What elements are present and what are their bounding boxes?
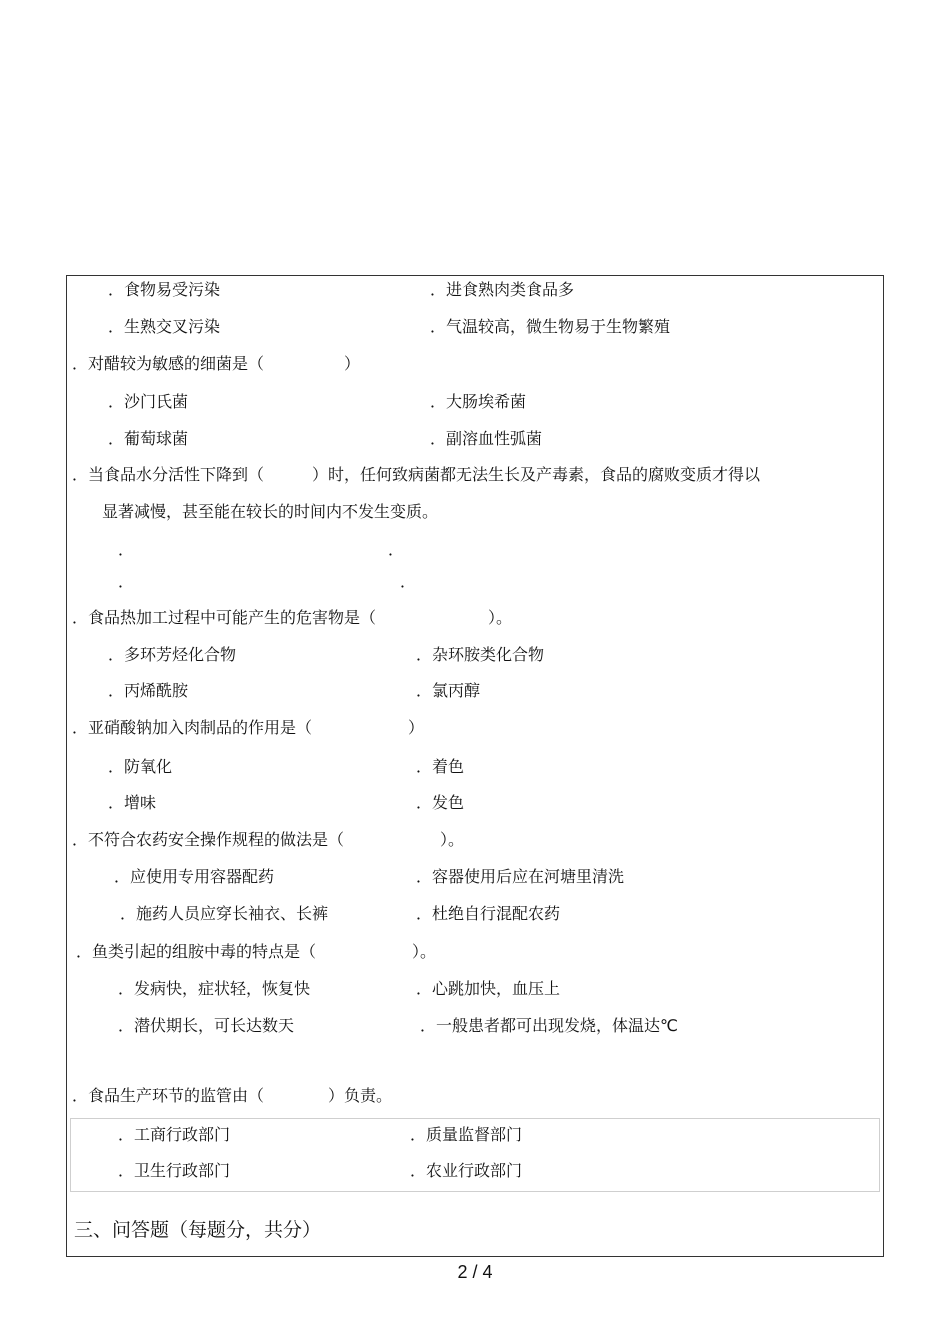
option-a: ．工商行政部门 (118, 1125, 231, 1144)
option-a: ．防氧化 (108, 757, 173, 776)
option-d: ．杜绝自行混配农药 (416, 904, 561, 923)
question-frame (66, 275, 884, 1257)
page-number: 2 / 4 (457, 1262, 493, 1282)
option-c: ．增味 (108, 793, 157, 812)
option-b: ．着色 (416, 757, 465, 776)
option-c: ．卫生行政部门 (118, 1161, 231, 1180)
question-stem: ．鱼类引起的组胺中毒的特点是（ ）。 (76, 942, 437, 961)
option-a: ．多环芳烃化合物 (108, 645, 237, 664)
option-c: ． (118, 572, 135, 591)
question-stem: ．亚硝酸钠加入肉制品的作用是（ ） (72, 718, 425, 737)
option-d: ．副溶血性弧菌 (430, 429, 543, 448)
option-d: ．气温较高，微生物易于生物繁殖 (430, 317, 671, 336)
option-a: ．发病快，症状轻，恢复快 (118, 979, 311, 998)
question-stem-continued: 显著减慢，甚至能在较长的时间内不发生变质。 (102, 502, 439, 521)
option-c: ．施药人员应穿长袖衣、长裤 (120, 904, 329, 923)
option-a: ．食物易受污染 (108, 280, 221, 299)
option-b: ．心跳加快，血压上 (416, 979, 561, 998)
option-d: ． (400, 572, 417, 591)
option-a: ． (118, 540, 135, 559)
option-b: ．大肠埃希菌 (430, 392, 527, 411)
option-b: ．质量监督部门 (410, 1125, 523, 1144)
question-stem: ．食品热加工过程中可能产生的危害物是（ ）。 (72, 608, 513, 627)
option-a: ．应使用专用容器配药 (114, 867, 275, 886)
option-d: ．一般患者都可出现发烧，体温达℃ (420, 1016, 678, 1035)
option-a: ．沙门氏菌 (108, 392, 189, 411)
option-d: ．氯丙醇 (416, 681, 481, 700)
question-stem: ．不符合农药安全操作规程的做法是（ ）。 (72, 830, 465, 849)
option-c: ．丙烯酰胺 (108, 681, 189, 700)
option-b: ．杂环胺类化合物 (416, 645, 545, 664)
section-heading: 三、问答题（每题分，共分） (74, 1219, 322, 1241)
question-stem: ．食品生产环节的监管由（ ）负责。 (72, 1086, 393, 1105)
option-b: ．容器使用后应在河塘里清洗 (416, 867, 625, 886)
option-c: ．潜伏期长，可长达数天 (118, 1016, 295, 1035)
option-d: ．农业行政部门 (410, 1161, 523, 1180)
option-b: ．进食熟肉类食品多 (430, 280, 575, 299)
option-c: ．葡萄球菌 (108, 429, 189, 448)
question-stem: ．对醋较为敏感的细菌是（ ） (72, 354, 361, 373)
option-b: ． (388, 540, 405, 559)
option-c: ．生熟交叉污染 (108, 317, 221, 336)
option-d: ．发色 (416, 793, 465, 812)
question-stem: ．当食品水分活性下降到（ ）时，任何致病菌都无法生长及产毒素，食品的腐败变质才得以 (72, 465, 761, 484)
